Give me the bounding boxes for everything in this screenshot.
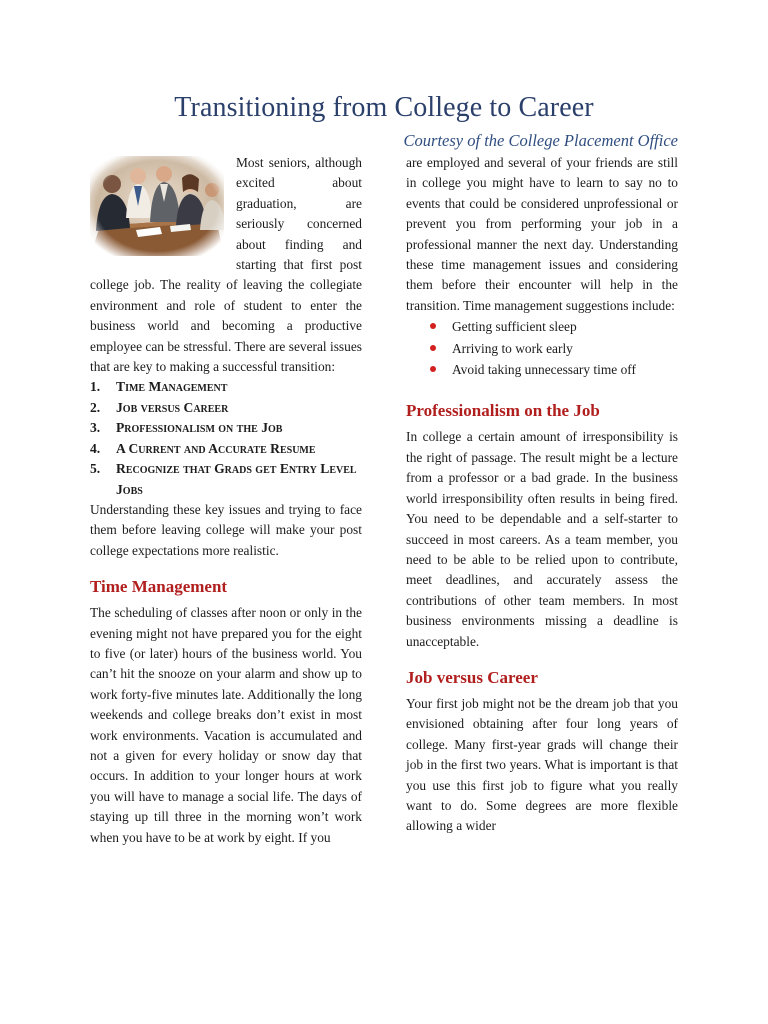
tip-item: Arriving to work early xyxy=(430,338,678,359)
job-versus-career-paragraph: Your first job might not be the dream job that you envisioned obtaining after four long years of college. Many first-year grads will change their job in the first two years. What is important is that you use this first job to figure what you really want to do. Some degrees are more flexible allowing a wider xyxy=(406,695,678,834)
time-management-paragraph: The scheduling of classes after noon or only in the evening might not have prepared you for the eight to five (or later) hours of the business world. You can’t hit the snooze on your alarm and show up to work forty-five minutes late. Additionally the long weekends and college breaks don’t exist in most work environments. Vacation is accumulated and not a given for every holiday or snow day that occurs. In addition to your longer hours at work you will have to manage a social life. The days of staying up till three in the morning won’t work when you have to be at work by eight. If you xyxy=(90,605,362,845)
page-title: Transitioning from College to Career xyxy=(174,92,594,123)
time-management-tips-list xyxy=(406,316,678,380)
time-management-continued-paragraph: are employed and several of your friends are still in college you might have to learn to say no to events that could be considered unprofessional or prevent you from performing your job in a professional manner the next day. Understanding these time management issues and considering them before their encounter will help in the transition. Time management suggestions include: xyxy=(406,155,678,313)
page-subtitle: Courtesy of the College Placement Office xyxy=(403,131,678,150)
intro-paragraph: Most seniors, although excited about graduation, are seriously concerned about finding and starting that first post college job. The reality of leaving the collegiate environment and role of student to enter the business world and becoming a productive employee can be stressful. There are several issues that are key to making a successful transition: xyxy=(90,155,362,375)
right-column xyxy=(406,153,678,837)
tip-item: Getting sufficient sleep xyxy=(430,316,678,337)
job-versus-career-heading: Job versus Career xyxy=(406,667,538,687)
left-column xyxy=(90,153,362,848)
key-issue-item: 1. Time Management xyxy=(90,379,228,395)
bullet-icon xyxy=(430,345,436,351)
key-issue-item: 3. Professionalism on the Job xyxy=(90,420,283,436)
key-issue-item: 4. A Current and Accurate Resume xyxy=(90,440,316,456)
key-issues-list xyxy=(90,377,362,499)
professionalism-heading: Professionalism on the Job xyxy=(406,401,600,421)
key-issue-item: 5. Recognize that Grads get Entry Level Jobs xyxy=(90,461,357,497)
business-meeting-photo xyxy=(90,156,224,256)
tip-item: Avoid taking unnecessary time off xyxy=(430,359,678,380)
bullet-icon xyxy=(430,323,436,329)
professionalism-paragraph: In college a certain amount of irresponsibility is the right of passage. The result might be a lecture from a professor or a bad grade. In the business world irresponsibility often results in being fired. You need to be dependable and a self-starter to succeed in most careers. As a team member, you need to be able to be relied upon to contribute, meet deadlines, and accurately assess the contributions of other team members. In most business environments missing a deadline is unacceptable. xyxy=(406,429,678,649)
key-issue-item: 2. Job versus Career xyxy=(90,399,229,415)
bullet-icon xyxy=(430,366,436,372)
intro-closing-paragraph: Understanding these key issues and trying to face them before leaving college will make your post college expectations more realistic. xyxy=(90,501,362,558)
time-management-heading: Time Management xyxy=(90,577,228,597)
